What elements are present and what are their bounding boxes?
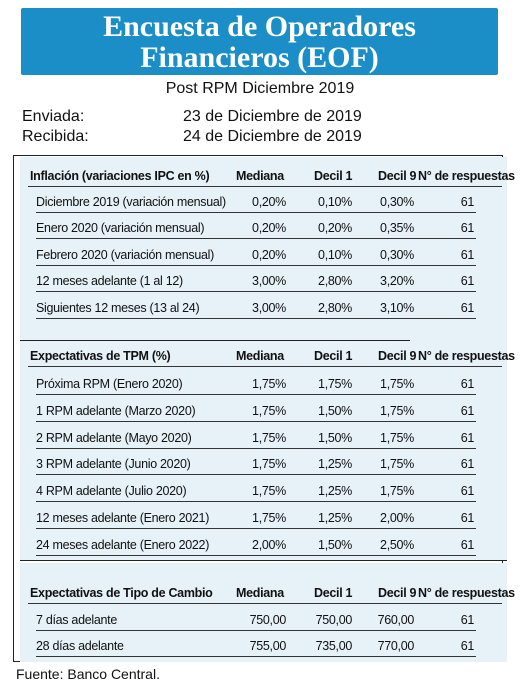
- row-value: 2,50%: [380, 538, 414, 552]
- row-label: 12 meses adelante (1 al 12): [36, 274, 183, 288]
- table-row: [28, 452, 502, 476]
- row-value: 61: [460, 613, 474, 627]
- header-underline: [28, 186, 502, 187]
- row-value: 0,35%: [380, 221, 414, 235]
- row-value: 1,75%: [380, 457, 414, 471]
- received-label: Recibida:: [22, 128, 89, 145]
- row-value: 750,00: [249, 613, 286, 627]
- column-header: Decil 1: [314, 349, 353, 363]
- row-underline: [36, 212, 476, 213]
- row-underline: [36, 448, 476, 449]
- title-banner: [21, 8, 498, 75]
- table-row: [28, 216, 502, 240]
- table-row: [28, 399, 502, 423]
- row-value: 61: [460, 484, 474, 498]
- row-value: 1,75%: [252, 511, 286, 525]
- header-underline: [28, 366, 502, 367]
- source-note: Fuente: Banco Central.: [16, 666, 160, 682]
- row-value: 61: [460, 457, 474, 471]
- row-value: 1,75%: [380, 404, 414, 418]
- row-underline: [36, 265, 476, 266]
- row-value: 0,10%: [318, 248, 352, 262]
- column-header: Decil 9: [378, 349, 417, 363]
- row-value: 3,00%: [252, 301, 286, 315]
- table-row: [28, 506, 502, 530]
- row-value: 61: [460, 511, 474, 525]
- row-label: Febrero 2020 (variación mensual): [36, 248, 214, 262]
- row-value: 1,50%: [318, 431, 352, 445]
- column-header: Decil 9: [378, 169, 417, 183]
- row-value: 2,80%: [318, 301, 352, 315]
- column-header: Decil 1: [314, 169, 353, 183]
- row-value: 61: [460, 274, 474, 288]
- row-value: 0,20%: [252, 221, 286, 235]
- table-row: [28, 269, 502, 293]
- row-value: 1,75%: [252, 431, 286, 445]
- column-header: Mediana: [236, 586, 284, 600]
- row-value: 0,30%: [380, 248, 414, 262]
- row-underline: [36, 528, 476, 529]
- row-value: 1,75%: [252, 377, 286, 391]
- row-value: 1,75%: [380, 377, 414, 391]
- table-row: [28, 372, 502, 396]
- row-value: 0,20%: [252, 195, 286, 209]
- row-value: 0,30%: [380, 195, 414, 209]
- row-value: 0,10%: [318, 195, 352, 209]
- table-row: [28, 426, 502, 450]
- row-value: 1,75%: [252, 404, 286, 418]
- row-underline: [36, 656, 476, 657]
- row-value: 61: [460, 195, 474, 209]
- table-row: [28, 296, 502, 320]
- section-header-row: [28, 581, 515, 605]
- column-header: Decil 1: [314, 586, 353, 600]
- row-value: 1,75%: [380, 484, 414, 498]
- column-header: Decil 9: [378, 586, 417, 600]
- row-label: 24 meses adelante (Enero 2022): [36, 538, 210, 552]
- received-value: 24 de Diciembre de 2019: [183, 128, 362, 145]
- row-value: 2,00%: [380, 511, 414, 525]
- table-row: [28, 190, 502, 214]
- row-label: Siguientes 12 meses (13 al 24): [36, 301, 200, 315]
- section-header-row: [28, 344, 515, 368]
- row-value: 1,50%: [318, 538, 352, 552]
- subtitle: Post RPM Diciembre 2019: [165, 80, 355, 97]
- row-label: Diciembre 2019 (variación mensual): [36, 195, 226, 209]
- row-underline: [36, 394, 476, 395]
- header-underline: [28, 603, 502, 604]
- row-value: 61: [460, 301, 474, 315]
- row-value: 61: [460, 377, 474, 391]
- row-label: 7 días adelante: [36, 613, 117, 627]
- title-line-1: Encuesta de Operadores: [103, 10, 416, 43]
- row-value: 3,20%: [380, 274, 414, 288]
- row-value: 61: [460, 221, 474, 235]
- row-value: 61: [460, 248, 474, 262]
- column-header: N° de respuestas: [418, 349, 515, 363]
- row-label: 4 RPM adelante (Julio 2020): [36, 484, 187, 498]
- row-value: 61: [460, 431, 474, 445]
- sent-label: Enviada:: [22, 108, 85, 125]
- row-value: 735,00: [315, 639, 352, 653]
- row-underline: [36, 238, 476, 239]
- section-divider: [20, 340, 410, 341]
- row-value: 61: [460, 538, 474, 552]
- row-label: 1 RPM adelante (Marzo 2020): [36, 404, 196, 418]
- row-value: 61: [460, 404, 474, 418]
- row-value: 2,80%: [318, 274, 352, 288]
- row-value: 1,50%: [318, 404, 352, 418]
- section-title: Inflación (variaciones IPC en %): [30, 169, 210, 183]
- row-value: 770,00: [377, 639, 414, 653]
- row-value: 1,75%: [380, 431, 414, 445]
- row-label: Enero 2020 (variación mensual): [36, 221, 205, 235]
- section-divider: [20, 560, 507, 561]
- section-title: Expectativas de TPM (%): [30, 349, 171, 363]
- row-underline: [36, 318, 476, 319]
- row-underline: [36, 501, 476, 502]
- table-row: [28, 533, 502, 557]
- row-value: 1,25%: [318, 511, 352, 525]
- column-header: Mediana: [236, 349, 284, 363]
- row-underline: [36, 555, 476, 556]
- row-value: 1,75%: [318, 377, 352, 391]
- row-value: 755,00: [249, 639, 286, 653]
- row-value: 0,20%: [252, 248, 286, 262]
- row-value: 1,75%: [252, 484, 286, 498]
- row-value: 61: [460, 639, 474, 653]
- row-underline: [36, 421, 476, 422]
- row-value: 2,00%: [252, 538, 286, 552]
- row-underline: [36, 291, 476, 292]
- column-header: N° de respuestas: [418, 586, 515, 600]
- table-row: [28, 243, 502, 267]
- row-label: 3 RPM adelante (Junio 2020): [36, 457, 191, 471]
- row-value: 0,20%: [318, 221, 352, 235]
- section-header-row: [28, 164, 515, 188]
- row-label: Próxima RPM (Enero 2020): [36, 377, 183, 391]
- row-underline: [36, 630, 476, 631]
- column-header: Mediana: [236, 169, 284, 183]
- table-row: [28, 608, 502, 632]
- row-value: 3,10%: [380, 301, 414, 315]
- row-value: 1,25%: [318, 457, 352, 471]
- column-header: N° de respuestas: [418, 169, 515, 183]
- row-value: 750,00: [315, 613, 352, 627]
- sent-value: 23 de Diciembre de 2019: [183, 108, 362, 125]
- row-label: 2 RPM adelante (Mayo 2020): [36, 431, 192, 445]
- row-value: 1,75%: [252, 457, 286, 471]
- section-title: Expectativas de Tipo de Cambio: [30, 586, 213, 600]
- table-row: [28, 634, 502, 658]
- table-row: [28, 479, 502, 503]
- row-label: 12 meses adelante (Enero 2021): [36, 511, 210, 525]
- row-label: 28 días adelante: [36, 639, 124, 653]
- row-underline: [36, 474, 476, 475]
- row-value: 1,25%: [318, 484, 352, 498]
- row-value: 760,00: [377, 613, 414, 627]
- title-line-2: Financieros (EOF): [140, 41, 379, 74]
- row-value: 3,00%: [252, 274, 286, 288]
